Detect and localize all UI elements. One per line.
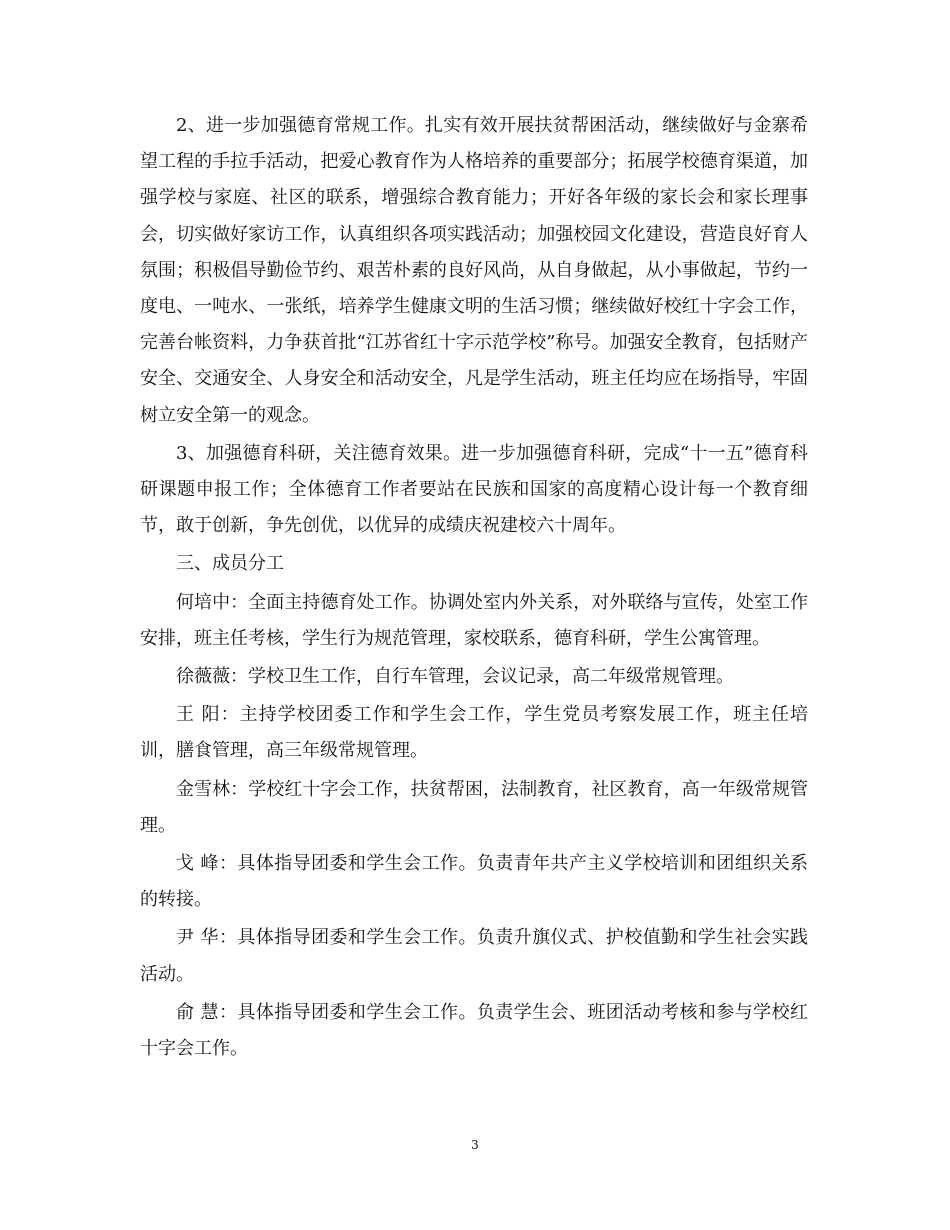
paragraph-member-yu: 俞 慧：具体指导团委和学生会工作。负责学生会、班团活动考核和参与学校红十字会工作。 bbox=[140, 1001, 808, 1060]
paragraph-member-he: 何培中：全面主持德育处工作。协调处室内外关系，对外联络与宣传，处室工作安排，班主任考核，学生行为规范管理，家校联系，德育科研，学生公寓管理。 bbox=[140, 591, 808, 649]
document-body bbox=[140, 108, 808, 1069]
paragraph-member-jin: 金雪林：学校红十字会工作，扶贫帮困，法制教育，社区教育，高一年级常规管理。 bbox=[140, 778, 808, 836]
paragraph-member-ge: 戈 峰：具体指导团委和学生会工作。负责青年共产主义学校培训和团组织关系的转接。 bbox=[140, 853, 808, 911]
page-number: 3 bbox=[471, 1138, 479, 1152]
paragraph-member-yin: 尹 华：具体指导团委和学生会工作。负责升旗仪式、护校值勤和学生社会实践活动。 bbox=[140, 927, 808, 985]
paragraph-moral-routine: 2、进一步加强德育常规工作。扎实有效开展扶贫帮困活动，继续做好与金寨希望工程的手拉手活动，把爱心教育作为人格培养的重要部分；拓展学校德育渠道，加强学校与家庭、社区的联系，增强综合教育能力；开好各年级的家长会和家长理事会，切实做好家访工作，认真组织各项实践活动；加强校园文化建设，营造良好育人氛围；积极倡导勤俭节约、艰苦朴素的良好风尚，从自身做起，从小事做起，节约一度电、一吨水、一张纸，培养学生健康文明的生活习惯；继续做好校红十字会工作，完善台帐资料，力争获首批“江苏省红十字示范学校”称号。加强安全教育，包括财产安全、交通安全、人身安全和活动安全，凡是学生活动，班主任均应在场指导，牢固树立安全第一的观念。 bbox=[140, 115, 808, 426]
paragraph-member-wang: 王 阳：主持学校团委工作和学生会工作，学生党员考察发展工作，班主任培训，膳食管理，高三年级常规管理。 bbox=[140, 704, 808, 762]
paragraph-member-xu: 徐薇薇：学校卫生工作，自行车管理，会议记录，高二年级常规管理。 bbox=[176, 666, 734, 688]
section-heading-members: 三、成员分工 bbox=[176, 553, 284, 575]
paragraph-moral-research: 3、加强德育科研，关注德育效果。进一步加强德育科研，完成“十一五”德育科研课题申报工作；全体德育工作者要站在民族和国家的高度精心设计每一个教育细节，敢于创新，争先创优，以优异的成绩庆祝建校六十周年。 bbox=[140, 442, 808, 537]
